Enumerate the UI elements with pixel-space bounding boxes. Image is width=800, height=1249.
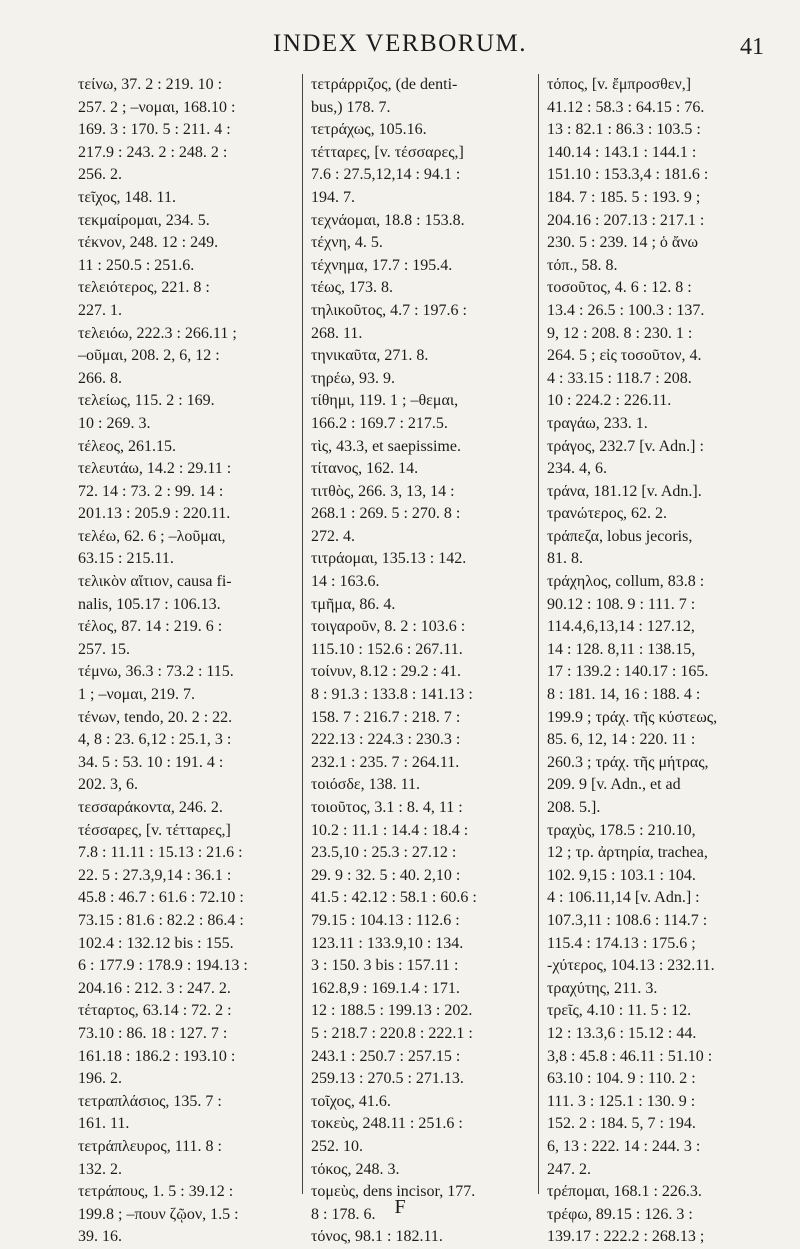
index-line: 199.8 ; –πουν ζῷον, 1.5 : bbox=[78, 1205, 239, 1223]
index-line: 4 : 106.11,14 [v. Adn.] : bbox=[547, 889, 700, 907]
index-line: τράνα, 181.12 [v. Adn.]. bbox=[547, 482, 702, 500]
index-line: τιτράομαι, 135.13 : 142. bbox=[311, 550, 467, 568]
index-line: 107.3,11 : 108.6 : 114.7 : bbox=[547, 911, 708, 929]
index-line: 85. 6, 12, 14 : 220. 11 : bbox=[547, 731, 696, 749]
index-line: 11 : 250.5 : 251.6. bbox=[78, 256, 195, 274]
page-title: INDEX VERBORUM. bbox=[273, 30, 527, 57]
index-line: τρεῖς, 4.10 : 11. 5 : 12. bbox=[547, 1002, 692, 1020]
index-line: τράγος, 232.7 [v. Adn.] : bbox=[547, 437, 704, 455]
index-line: 217.9 : 243. 2 : 248. 2 : bbox=[78, 143, 228, 161]
index-line: τελειότερος, 221. 8 : bbox=[78, 279, 210, 297]
index-line: 8 : 178. 6. bbox=[311, 1205, 376, 1223]
index-line: 151.10 : 153.3,4 : 181.6 : bbox=[547, 166, 709, 184]
index-line: τελειόω, 222.3 : 266.11 ; bbox=[78, 324, 237, 342]
index-line: 204.16 : 207.13 : 217.1 : bbox=[547, 211, 705, 229]
index-line: –οῦμαι, 208. 2, 6, 12 : bbox=[78, 347, 220, 365]
index-line: τοιοῦτος, 3.1 : 8. 4, 11 : bbox=[311, 799, 463, 816]
index-line: 10 : 269. 3. bbox=[78, 414, 151, 432]
index-line: 81. 8. bbox=[547, 550, 583, 568]
index-line: 162.8,9 : 169.1.4 : 171. bbox=[311, 979, 460, 997]
index-column-1 bbox=[70, 74, 302, 1246]
index-line: 12 : 188.5 : 199.13 : 202. bbox=[311, 1002, 473, 1020]
index-line: τέκνον, 248. 12 : 249. bbox=[78, 234, 219, 252]
index-line: τετράπους, 1. 5 : 39.12 : bbox=[78, 1183, 234, 1201]
index-line: 139.17 : 222.2 : 268.13 ; bbox=[547, 1228, 705, 1246]
index-line: τέταρτος, 63.14 : 72. 2 : bbox=[78, 1002, 232, 1020]
index-line: τιτθὸς, 266. 3, 13, 14 : bbox=[311, 482, 455, 500]
index-line: τοκεὺς, 248.11 : 251.6 : bbox=[311, 1115, 463, 1133]
index-line: τοιγαροῦν, 8. 2 : 103.6 : bbox=[311, 618, 466, 636]
index-line: 199.9 ; τράχ. τῆς κύστεως, bbox=[547, 708, 718, 726]
index-line: 161. 11. bbox=[78, 1115, 130, 1133]
index-line: τέχνημα, 17.7 : 195.4. bbox=[311, 256, 453, 274]
index-line: 194. 7. bbox=[311, 188, 355, 206]
index-line: 34. 5 : 53. 10 : 191. 4 : bbox=[78, 753, 224, 771]
index-line: τέλος, 87. 14 : 219. 6 : bbox=[78, 618, 223, 636]
index-line: 63.10 : 104. 9 : 110. 2 : bbox=[547, 1070, 696, 1088]
index-line: 6 : 177.9 : 178.9 : 194.13 : bbox=[78, 957, 248, 975]
index-line: τελικὸν αἴτιον, causa fi- bbox=[78, 573, 232, 591]
index-line: 5 : 218.7 : 220.8 : 222.1 : bbox=[311, 1024, 473, 1042]
index-line: 45.8 : 46.7 : 61.6 : 72.10 : bbox=[78, 889, 244, 907]
index-line: -χύτερος, 104.13 : 232.11. bbox=[547, 957, 715, 975]
index-column-2 bbox=[302, 74, 538, 1246]
index-line: τράπεζα, lobus jecoris, bbox=[547, 527, 693, 545]
index-line: 266. 8. bbox=[78, 369, 122, 387]
index-line: τραγάω, 233. 1. bbox=[547, 414, 648, 432]
index-line: 72. 14 : 73. 2 : 99. 14 : bbox=[78, 482, 224, 500]
index-line: 22. 5 : 27.3,9,14 : 36.1 : bbox=[78, 866, 232, 884]
index-line: τίθημι, 119. 1 ; –θεμαι, bbox=[311, 392, 459, 410]
index-line: 12 : 13.3,6 : 15.12 : 44. bbox=[547, 1024, 697, 1042]
index-line: τέσσαρες, [v. τέτταρες,] bbox=[78, 821, 231, 839]
index-line: τεχνάομαι, 18.8 : 153.8. bbox=[311, 211, 465, 229]
index-line: 41.12 : 58.3 : 64.15 : 76. bbox=[547, 98, 705, 116]
index-line: 10.2 : 11.1 : 14.4 : 18.4 : bbox=[311, 821, 469, 839]
index-line: 268. 11. bbox=[311, 324, 363, 342]
index-line: 209. 9 [v. Adn., et ad bbox=[547, 776, 681, 794]
index-line: bus,) 178. 7. bbox=[311, 98, 391, 116]
index-line: 17 : 139.2 : 140.17 : 165. bbox=[547, 663, 709, 681]
index-line: 123.11 : 133.9,10 : 134. bbox=[311, 934, 464, 952]
index-line: τμῆμα, 86. 4. bbox=[311, 595, 396, 613]
index-line: 13 : 82.1 : 86.3 : 103.5 : bbox=[547, 121, 701, 139]
index-line: 115.4 : 174.13 : 175.6 ; bbox=[547, 934, 696, 952]
index-line: τένων, tendo, 20. 2 : 22. bbox=[78, 708, 233, 726]
index-line: τέτταρες, [v. τέσσαρες,] bbox=[311, 143, 464, 161]
index-line: τόκος, 248. 3. bbox=[311, 1160, 400, 1178]
index-line: 140.14 : 143.1 : 144.1 : bbox=[547, 143, 697, 161]
index-line: 10 : 224.2 : 226.11. bbox=[547, 392, 672, 410]
index-line: nalis, 105.17 : 106.13. bbox=[78, 595, 221, 613]
index-line: τέμνω, 36.3 : 73.2 : 115. bbox=[78, 663, 234, 681]
index-line: τοιόσδε, 138. 11. bbox=[311, 776, 421, 794]
index-line: 152. 2 : 184. 5, 7 : 194. bbox=[547, 1115, 696, 1133]
index-line: 14 : 163.6. bbox=[311, 573, 380, 591]
index-line: τράχηλος, collum, 83.8 : bbox=[547, 573, 705, 591]
index-column-3 bbox=[538, 74, 784, 1246]
index-line: 132. 2. bbox=[78, 1160, 122, 1178]
index-line: 256. 2. bbox=[78, 166, 122, 184]
index-line: τρανώτερος, 62. 2. bbox=[547, 505, 668, 523]
index-line: 232.1 : 235. 7 : 264.11. bbox=[311, 753, 460, 771]
index-line: 90.12 : 108. 9 : 111. 7 : bbox=[547, 595, 696, 613]
signature-mark: F bbox=[394, 1196, 406, 1218]
index-line: τόπος, [v. ἔμπροσθεν,] bbox=[547, 76, 692, 93]
index-line: 264. 5 ; εἰς τοσοῦτον, 4. bbox=[547, 347, 702, 365]
index-line: 73.15 : 81.6 : 82.2 : 86.4 : bbox=[78, 911, 244, 929]
index-line: τέλεος, 261.15. bbox=[78, 437, 176, 455]
index-line: τομεὺς, dens incisor, 177. bbox=[311, 1183, 476, 1201]
index-line: 204.16 : 212. 3 : 247. 2. bbox=[78, 979, 231, 997]
index-line: 227. 1. bbox=[78, 301, 122, 319]
index-line: τείνω, 37. 2 : 219. 10 : bbox=[78, 76, 223, 93]
index-line: 14 : 128. 8,11 : 138.15, bbox=[547, 640, 696, 658]
index-line: τετράχως, 105.16. bbox=[311, 121, 427, 139]
index-line: 202. 3, 6. bbox=[78, 776, 138, 794]
index-line: τόνος, 98.1 : 182.11. bbox=[311, 1228, 443, 1246]
index-line: 257. 2 ; –νομαι, 168.10 : bbox=[78, 98, 236, 116]
running-head bbox=[0, 26, 800, 66]
index-line: 259.13 : 270.5 : 271.13. bbox=[311, 1070, 464, 1088]
index-line: 23.5,10 : 25.3 : 27.12 : bbox=[311, 844, 457, 862]
index-line: 268.1 : 269. 5 : 270. 8 : bbox=[311, 505, 461, 523]
index-line: τέως, 173. 8. bbox=[311, 279, 394, 297]
index-line: τελείως, 115. 2 : 169. bbox=[78, 392, 215, 410]
index-line: 208. 5.]. bbox=[547, 799, 601, 816]
index-line: 3,8 : 45.8 : 46.11 : 51.10 : bbox=[547, 1047, 713, 1065]
index-line: 161.18 : 186.2 : 193.10 : bbox=[78, 1047, 236, 1065]
index-line: τηνικαῦτα, 271. 8. bbox=[311, 347, 429, 365]
index-line: 7.6 : 27.5,12,14 : 94.1 : bbox=[311, 166, 461, 184]
index-line: τεσσαράκοντα, 246. 2. bbox=[78, 799, 223, 816]
index-line: 247. 2. bbox=[547, 1160, 591, 1178]
index-line: 12 ; τρ. ἀρτηρία, trachea, bbox=[547, 844, 708, 862]
page-number: 41 bbox=[740, 34, 764, 60]
index-line: 102. 9,15 : 103.1 : 104. bbox=[547, 866, 696, 884]
index-line: 7.8 : 11.11 : 15.13 : 21.6 : bbox=[78, 844, 243, 862]
index-line: 260.3 ; τράχ. τῆς μήτρας, bbox=[547, 753, 709, 771]
index-line: τετράρριζος, (de denti- bbox=[311, 76, 458, 93]
index-line: 4 : 33.15 : 118.7 : 208. bbox=[547, 369, 692, 387]
index-line: 201.13 : 205.9 : 220.11. bbox=[78, 505, 231, 523]
index-line: τεῖχος, 148. 11. bbox=[78, 188, 176, 206]
index-line: τραχὺς, 178.5 : 210.10, bbox=[547, 821, 696, 839]
index-line: 79.15 : 104.13 : 112.6 : bbox=[311, 911, 460, 929]
index-line: 184. 7 : 185. 5 : 193. 9 ; bbox=[547, 188, 701, 206]
index-line: τοσοῦτος, 4. 6 : 12. 8 : bbox=[547, 279, 692, 297]
index-line: 272. 4. bbox=[311, 527, 355, 545]
index-line: τελέω, 62. 6 ; –λοῦμαι, bbox=[78, 527, 226, 545]
index-line: 1 ; –νομαι, 219. 7. bbox=[78, 686, 195, 704]
index-line: 3 : 150. 3 bis : 157.11 : bbox=[311, 957, 459, 975]
index-line: τοίνυν, 8.12 : 29.2 : 41. bbox=[311, 663, 462, 681]
index-line: 252. 10. bbox=[311, 1137, 363, 1155]
index-line: 243.1 : 250.7 : 257.15 : bbox=[311, 1047, 461, 1065]
index-line: 29. 9 : 32. 5 : 40. 2,10 : bbox=[311, 866, 461, 884]
index-line: 41.5 : 42.12 : 58.1 : 60.6 : bbox=[311, 889, 477, 907]
index-line: 13.4 : 26.5 : 100.3 : 137. bbox=[547, 301, 705, 319]
index-line: 115.10 : 152.6 : 267.11. bbox=[311, 640, 463, 658]
index-line: 111. 3 : 125.1 : 130. 9 : bbox=[547, 1092, 696, 1110]
index-line: 102.4 : 132.12 bis : 155. bbox=[78, 934, 234, 952]
index-line: 8 : 181. 14, 16 : 188. 4 : bbox=[547, 686, 701, 704]
index-line: 230. 5 : 239. 14 ; ὁ ἄνω bbox=[547, 234, 699, 252]
index-line: τρέπομαι, 168.1 : 226.3. bbox=[547, 1183, 702, 1201]
index-line: 222.13 : 224.3 : 230.3 : bbox=[311, 731, 461, 749]
index-line: 8 : 91.3 : 133.8 : 141.13 : bbox=[311, 686, 473, 704]
index-line: 73.10 : 86. 18 : 127. 7 : bbox=[78, 1024, 228, 1042]
index-line: τεκμαίρομαι, 234. 5. bbox=[78, 211, 210, 229]
index-line: τετραπλάσιος, 135. 7 : bbox=[78, 1092, 222, 1110]
index-line: 6, 13 : 222. 14 : 244. 3 : bbox=[547, 1137, 701, 1155]
index-line: 39. 16. bbox=[78, 1228, 122, 1246]
index-line: τετράπλευρος, 111. 8 : bbox=[78, 1137, 222, 1155]
index-line: 196. 2. bbox=[78, 1070, 122, 1088]
index-line: 114.4,6,13,14 : 127.12, bbox=[547, 618, 695, 636]
index-columns bbox=[70, 74, 784, 1246]
index-line: τέχνη, 4. 5. bbox=[311, 234, 383, 252]
index-line: 234. 4, 6. bbox=[547, 460, 607, 478]
index-line: τίτανος, 162. 14. bbox=[311, 460, 419, 478]
index-line: 169. 3 : 170. 5 : 211. 4 : bbox=[78, 121, 231, 139]
index-line: 4, 8 : 23. 6,12 : 25.1, 3 : bbox=[78, 731, 232, 749]
index-line: τὶς, 43.3, et saepissime. bbox=[311, 437, 461, 455]
index-line: 166.2 : 169.7 : 217.5. bbox=[311, 414, 448, 432]
index-line: τηλικοῦτος, 4.7 : 197.6 : bbox=[311, 301, 467, 319]
index-line: τοῖχος, 41.6. bbox=[311, 1092, 391, 1110]
index-line: 63.15 : 215.11. bbox=[78, 550, 174, 568]
index-line: τελευτάω, 14.2 : 29.11 : bbox=[78, 460, 232, 478]
index-line: 257. 15. bbox=[78, 640, 130, 658]
index-line: 9, 12 : 208. 8 : 230. 1 : bbox=[547, 324, 693, 342]
index-line: τραχύτης, 211. 3. bbox=[547, 979, 658, 997]
index-line: τόπ., 58. 8. bbox=[547, 256, 618, 274]
index-line: τηρέω, 93. 9. bbox=[311, 369, 396, 387]
index-line: 158. 7 : 216.7 : 218. 7 : bbox=[311, 708, 461, 726]
index-line: τρέφω, 89.15 : 126. 3 : bbox=[547, 1205, 693, 1223]
